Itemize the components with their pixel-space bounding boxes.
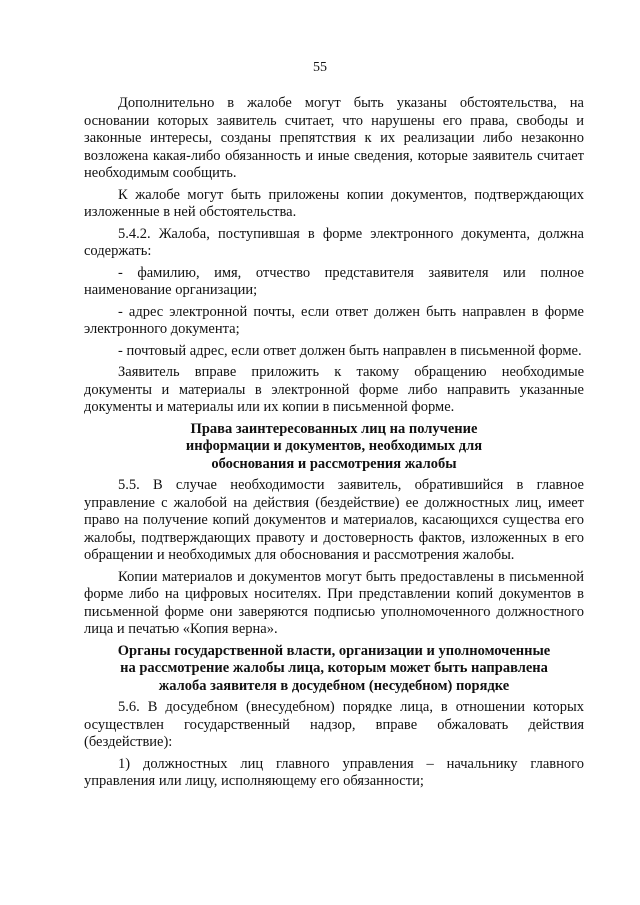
- section-heading-line: жалоба заявителя в досудебном (несудебном) порядке: [158, 677, 510, 694]
- paragraph: 5.6. В досудебном (внесудебном) порядке лица, в отношении которых осуществлен государственный надзор, вправе обжаловать действия (бездействие):: [84, 699, 584, 750]
- page-number: 55: [313, 60, 327, 75]
- list-item: - фамилию, имя, отчество представителя заявителя или полное наименование организации;: [84, 264, 584, 298]
- paragraph: Заявитель вправе приложить к такому обращению необходимые документы и материалы в электронной форме либо направить указанные документы и материалы или их копии в письменной форме.: [84, 364, 584, 415]
- section-heading: [84, 643, 584, 696]
- section-heading-line: Органы государственной власти, организации и уполномоченные: [117, 642, 551, 659]
- section-heading: [84, 421, 584, 474]
- paragraph: К жалобе могут быть приложены копии документов, подтверждающих изложенные в ней обстоятельства.: [84, 186, 584, 220]
- paragraph: 5.4.2. Жалоба, поступившая в форме электронного документа, должна содержать:: [84, 225, 584, 259]
- paragraph: Копии материалов и документов могут быть предоставлены в письменной форме либо на цифровых носителях. При представлении копий документов в письменной форме они заверяются подписью уполномоченного должностного лица и печатью «Копия верна».: [84, 568, 584, 637]
- section-heading-line: информации и документов, необходимых для: [185, 438, 483, 454]
- section-heading-line: обоснования и рассмотрения жалобы: [211, 455, 457, 472]
- paragraph: Дополнительно в жалобе могут быть указаны обстоятельства, на основании которых заявитель считает, что нарушены его права, свободы и законные интересы, созданы препятствия к их реализации либо незаконно возложена какая-либо обязанность и иные сведения, которые заявитель считает необходимым сообщить.: [84, 95, 584, 181]
- list-item: - адрес электронной почты, если ответ должен быть направлен в форме электронного документа;: [84, 303, 584, 337]
- list-item: 1) должностных лиц главного управления – начальнику главного управления или лицу, исполняющему его обязанности;: [84, 755, 584, 789]
- section-heading-line: Права заинтересованных лиц на получение: [190, 420, 478, 437]
- paragraph: 5.5. В случае необходимости заявитель, обратившийся в главное управление с жалобой на действия (бездействие) ее должностных лиц, имеет право на получение копий документов и материалов, касающихся существа его жалобы, подтверждающих правоту и достоверность фактов, изложенных в его обращении и необходимых для обоснования и рассмотрения жалобы.: [84, 477, 584, 563]
- document-body: [84, 95, 584, 795]
- list-item: - почтовый адрес, если ответ должен быть направлен в письменной форме.: [118, 342, 582, 359]
- section-heading-line: на рассмотрение жалобы лица, которым может быть направлена: [120, 660, 548, 676]
